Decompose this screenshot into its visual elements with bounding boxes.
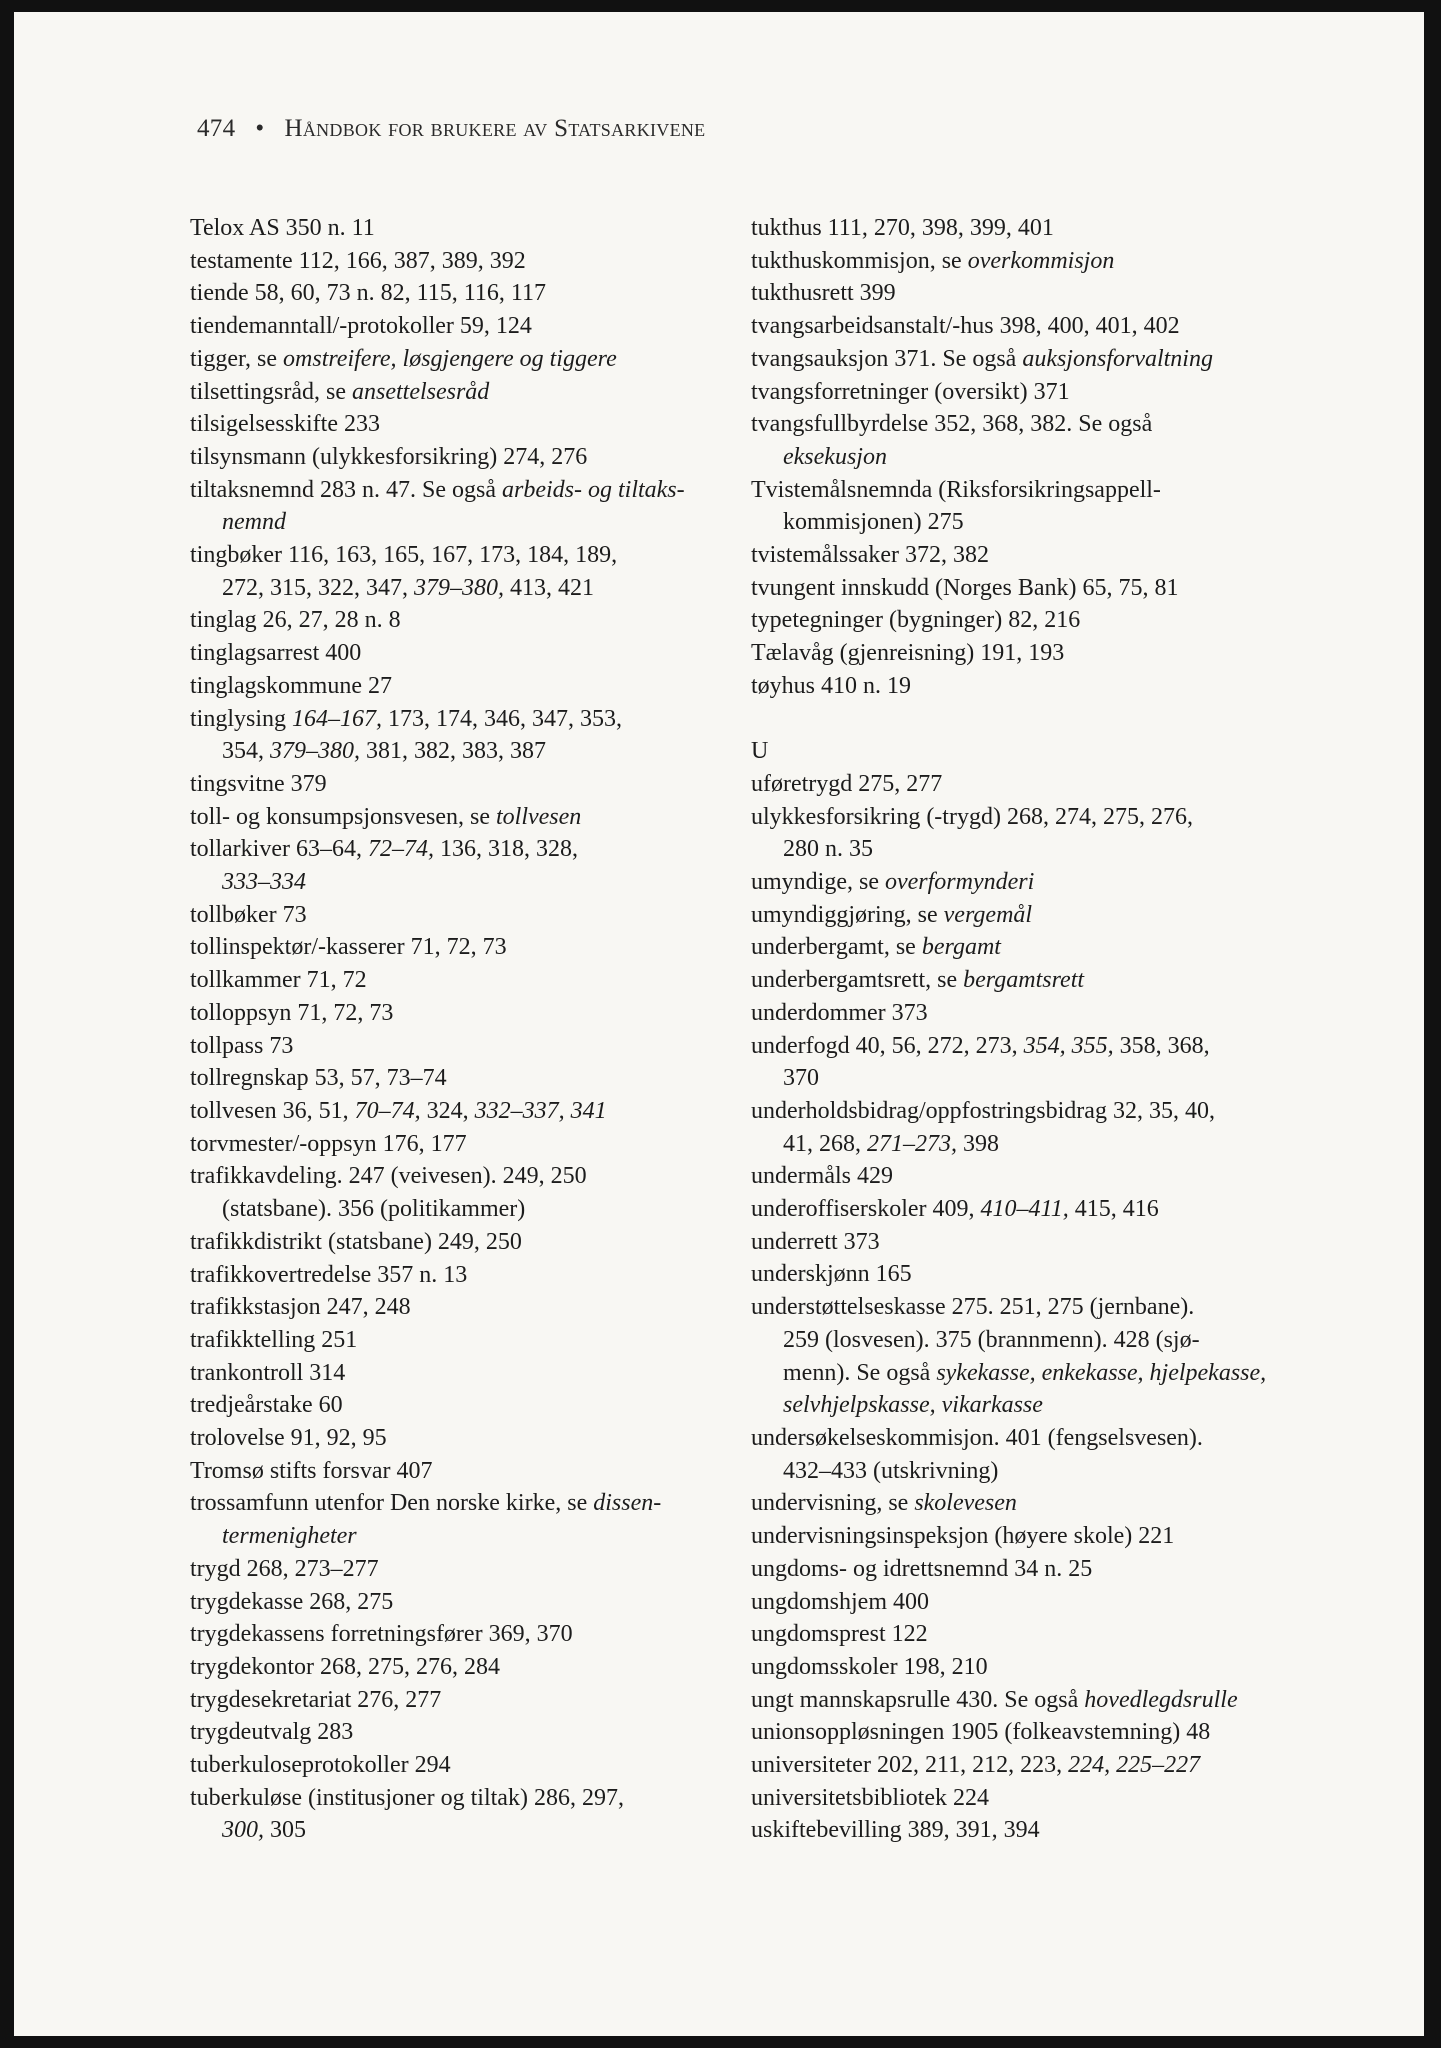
- entry-text: 300,: [222, 1817, 264, 1844]
- index-entry: [190, 1586, 750, 1619]
- entry-text: menn). Se også: [783, 1359, 937, 1386]
- index-entry: [190, 539, 750, 572]
- index-entry: [751, 1160, 1311, 1193]
- entry-text: tinglag 26, 27, 28 n. 8: [190, 607, 401, 634]
- entry-text: Tromsø stifts forsvar 407: [190, 1457, 433, 1484]
- index-column-right: [751, 212, 1311, 1847]
- entry-text: uføretrygd 275, 277: [751, 770, 943, 797]
- entry-text: 413, 421: [504, 574, 594, 601]
- entry-text: tuberkuloseprotokoller 294: [190, 1752, 451, 1779]
- entry-text: trafikktelling 251: [190, 1326, 358, 1353]
- entry-text: underfogd 40, 56, 272, 273,: [751, 1032, 1024, 1059]
- index-entry: [751, 1814, 1311, 1847]
- index-entry: [751, 1618, 1311, 1651]
- entry-text: 280 n. 35: [783, 836, 873, 863]
- index-column-left: [190, 212, 750, 1847]
- index-entry: [222, 866, 750, 899]
- index-entry: [190, 277, 750, 310]
- index-entry: [751, 1258, 1311, 1291]
- entry-text: ungdomshjem 400: [751, 1588, 929, 1615]
- index-entry: [783, 1324, 1311, 1357]
- index-entry: [751, 539, 1311, 572]
- index-entry: [190, 997, 750, 1030]
- entry-text: 358, 368,: [1113, 1032, 1210, 1059]
- entry-text: tollvesen 36, 51,: [190, 1097, 355, 1124]
- index-entry: [751, 1716, 1311, 1749]
- index-entry: [751, 866, 1311, 899]
- entry-text: (statsbane). 356 (politikammer): [222, 1196, 526, 1223]
- entry-text: trafikkdistrikt (statsbane) 249, 250: [190, 1228, 522, 1255]
- entry-text: tinglagskommune 27: [190, 672, 392, 699]
- entry-text: trankontroll 314: [190, 1359, 346, 1386]
- index-entry: [190, 212, 750, 245]
- index-page: [14, 12, 1424, 2036]
- bullet-separator: •: [255, 115, 265, 142]
- entry-text: toll- og konsumpsjonsvesen, se: [190, 803, 496, 830]
- index-entry: [222, 1193, 750, 1226]
- entry-text: tigger, se: [190, 345, 284, 372]
- index-entry: [190, 408, 750, 441]
- entry-text: tollinspektør/-kasserer 71, 72, 73: [190, 934, 507, 961]
- index-entry: [190, 343, 750, 376]
- entry-text: unionsoppløsningen 1905 (folkeavstemning) 48: [751, 1719, 1211, 1746]
- entry-text: undermåls 429: [751, 1163, 893, 1190]
- entry-text: 410–411,: [980, 1196, 1069, 1223]
- entry-text: umyndiggjøring, se: [751, 901, 944, 928]
- index-entry: [751, 408, 1311, 441]
- index-entry: [190, 1651, 750, 1684]
- entry-text: tollarkiver 63–64,: [190, 836, 368, 863]
- book-title: Håndbok for brukere av Statsarkivene: [284, 115, 706, 142]
- index-entry: [190, 1749, 750, 1782]
- index-entry: [751, 964, 1311, 997]
- entry-text: tvangsarbeidsanstalt/-hus 398, 400, 401, 402: [751, 313, 1180, 340]
- index-entry: [190, 768, 750, 801]
- entry-text: selvhjelpskasse, vikarkasse: [783, 1392, 1043, 1419]
- entry-text: tinglysing: [190, 705, 293, 732]
- entry-text: 332–337, 341: [474, 1097, 607, 1124]
- index-entry: [783, 1062, 1311, 1095]
- entry-text: kommisjonen) 275: [783, 509, 964, 536]
- index-entry: [783, 1389, 1311, 1422]
- entry-text: nemnd: [222, 509, 286, 536]
- entry-text: torvmester/-oppsyn 176, 177: [190, 1130, 467, 1157]
- entry-text: 70–74,: [354, 1097, 421, 1124]
- entry-text: eksekusjon: [783, 443, 887, 470]
- index-entry: [751, 604, 1311, 637]
- entry-text: underbergamtsrett, se: [751, 967, 964, 994]
- index-entry: [190, 931, 750, 964]
- entry-text: undervisningsinspeksjon (høyere skole) 221: [751, 1523, 1175, 1550]
- index-entry: [190, 670, 750, 703]
- entry-text: overkommisjon: [967, 247, 1115, 274]
- entry-text: 398: [957, 1130, 999, 1157]
- entry-text: ungt mannskapsrulle 430. Se også: [751, 1686, 1085, 1713]
- entry-text: tollpass 73: [190, 1032, 294, 1059]
- entry-text: underdommer 373: [751, 999, 928, 1026]
- entry-text: sykekasse, enkekasse, hjelpekasse,: [936, 1359, 1267, 1386]
- entry-text: tiltaksnemnd 283 n. 47. Se også: [190, 476, 502, 503]
- entry-text: Tælavåg (gjenreisning) 191, 193: [751, 640, 1065, 667]
- index-letter-heading: [751, 735, 1311, 768]
- index-entry: [751, 1749, 1311, 1782]
- entry-text: ulykkesforsikring (-trygd) 268, 274, 275, 276,: [751, 803, 1193, 830]
- entry-text: uskiftebevilling 389, 391, 394: [751, 1817, 1040, 1844]
- entry-text: ansettelsesråd: [351, 378, 490, 405]
- index-entry: [751, 572, 1311, 605]
- index-entry: [751, 1782, 1311, 1815]
- entry-text: understøttelseskasse 275. 251, 275 (jernbane).: [751, 1294, 1195, 1321]
- entry-text: tingbøker 116, 163, 165, 167, 173, 184, 189,: [190, 542, 618, 569]
- entry-text: tollkammer 71, 72: [190, 967, 367, 994]
- index-entry: [190, 637, 750, 670]
- entry-text: 136, 318, 328,: [433, 836, 578, 863]
- entry-text: tilsettingsråd, se: [190, 378, 352, 405]
- entry-text: omstreifere, løsgjengere og tiggere: [283, 345, 617, 372]
- index-entry: [190, 703, 750, 736]
- index-entry: [751, 1030, 1311, 1063]
- entry-text: 324,: [420, 1097, 475, 1124]
- index-entry: [190, 245, 750, 278]
- entry-text: 432–433 (utskrivning): [783, 1457, 999, 1484]
- index-entry: [751, 1422, 1311, 1455]
- entry-text: Telox AS 350 n. 11: [190, 215, 375, 241]
- entry-text: dissen-: [593, 1490, 662, 1517]
- index-entry: [190, 1487, 750, 1520]
- entry-text: tilsigelsesskifte 233: [190, 411, 380, 438]
- running-header: [197, 115, 705, 143]
- entry-text: trafikkovertredelse 357 n. 13: [190, 1261, 468, 1288]
- entry-text: tukthus 111, 270, 398, 399, 401: [751, 215, 1054, 241]
- index-entry: [751, 310, 1311, 343]
- index-entry: [190, 1618, 750, 1651]
- entry-text: termenigheter: [222, 1523, 357, 1550]
- index-entry: [190, 833, 750, 866]
- index-entry: [190, 1324, 750, 1357]
- entry-text: tollvesen: [496, 803, 582, 830]
- entry-text: tiende 58, 60, 73 n. 82, 115, 116, 117: [190, 280, 546, 307]
- entry-text: U: [751, 738, 769, 765]
- index-entry: [190, 1422, 750, 1455]
- entry-text: 305: [264, 1817, 306, 1844]
- entry-text: 164–167,: [292, 705, 383, 732]
- entry-text: tingsvitne 379: [190, 770, 327, 797]
- entry-text: universitetsbibliotek 224: [751, 1784, 989, 1811]
- entry-text: tukthuskommisjon, se: [751, 247, 968, 274]
- index-entry: [190, 604, 750, 637]
- entry-text: tuberkuløse (institusjoner og tiltak) 286, 297,: [190, 1784, 624, 1811]
- index-entry: [751, 1193, 1311, 1226]
- entry-text: Tvistemålsnemnda (Riksforsikringsappell-: [751, 476, 1161, 503]
- index-entry: [190, 376, 750, 409]
- entry-text: trafikkavdeling. 247 (veivesen). 249, 250: [190, 1163, 587, 1190]
- index-entry: [751, 212, 1311, 245]
- entry-text: tollbøker 73: [190, 901, 307, 928]
- entry-text: testamente 112, 166, 387, 389, 392: [190, 247, 526, 274]
- index-entry: [190, 474, 750, 507]
- index-entry: [190, 1128, 750, 1161]
- entry-text: tøyhus 410 n. 19: [751, 672, 912, 699]
- entry-text: ungdoms- og idrettsnemnd 34 n. 25: [751, 1555, 1093, 1582]
- index-entry: [783, 506, 1311, 539]
- index-entry: [751, 1684, 1311, 1717]
- entry-text: universiteter 202, 211, 212, 223,: [751, 1752, 1069, 1779]
- entry-text: trygdekassens forretningsfører 369, 370: [190, 1621, 573, 1648]
- entry-text: overformynderi: [884, 869, 1035, 896]
- entry-text: 224, 225–227: [1068, 1752, 1201, 1779]
- entry-text: tredjeårstake 60: [190, 1392, 343, 1419]
- index-entry: [751, 997, 1311, 1030]
- entry-text: trolovelse 91, 92, 95: [190, 1425, 387, 1452]
- index-entry: [190, 1782, 750, 1815]
- index-entry: [751, 637, 1311, 670]
- entry-text: trygdekontor 268, 275, 276, 284: [190, 1653, 500, 1680]
- index-entry: [190, 1259, 750, 1292]
- index-entry: [190, 964, 750, 997]
- entry-text: tinglagsarrest 400: [190, 640, 362, 667]
- index-entry: [222, 506, 750, 539]
- index-entry: [190, 1389, 750, 1422]
- entry-text: 379–380,: [270, 738, 360, 765]
- index-entry: [190, 1030, 750, 1063]
- entry-text: tvangsauksjon 371. Se også: [751, 345, 1023, 372]
- entry-text: bergamt: [921, 934, 1001, 961]
- entry-text: underholdsbidrag/oppfostringsbidrag 32, 35, 40,: [751, 1097, 1215, 1124]
- index-entry: [783, 1357, 1311, 1390]
- entry-text: tilsynsmann (ulykkesforsikring) 274, 276: [190, 443, 588, 470]
- entry-text: 72–74,: [367, 836, 434, 863]
- entry-text: 379–380,: [414, 574, 504, 601]
- index-entry: [190, 1291, 750, 1324]
- entry-text: 354,: [222, 738, 270, 765]
- entry-text: arbeids- og tiltaks-: [501, 476, 685, 503]
- index-entry: [783, 833, 1311, 866]
- entry-text: 333–334: [222, 869, 306, 896]
- entry-text: trafikkstasjon 247, 248: [190, 1294, 411, 1321]
- entry-text: 354, 355,: [1023, 1032, 1114, 1059]
- entry-text: underbergamt, se: [751, 934, 922, 961]
- index-entry: [751, 768, 1311, 801]
- entry-text: bergamtsrett: [963, 967, 1085, 994]
- entry-text: 173, 174, 346, 347, 353,: [382, 705, 623, 732]
- index-entry: [751, 245, 1311, 278]
- entry-text: 41, 268,: [783, 1130, 867, 1157]
- entry-text: vergemål: [943, 901, 1033, 928]
- entry-text: typetegninger (bygninger) 82, 216: [751, 607, 1081, 634]
- index-entry: [190, 1553, 750, 1586]
- index-entry: [751, 1651, 1311, 1684]
- index-entry: [190, 1455, 750, 1488]
- index-entry: [190, 1160, 750, 1193]
- entry-text: 415, 416: [1068, 1196, 1159, 1223]
- index-entry: [190, 1357, 750, 1390]
- entry-text: 271–273,: [867, 1130, 957, 1157]
- index-entry: [190, 899, 750, 932]
- index-entry: [190, 1716, 750, 1749]
- entry-text: auksjonsforvaltning: [1022, 345, 1213, 372]
- entry-text: trygdekasse 268, 275: [190, 1588, 394, 1615]
- index-entry: [783, 1455, 1311, 1488]
- entry-text: underskjønn 165: [751, 1261, 912, 1288]
- entry-text: ungdomsprest 122: [751, 1621, 928, 1648]
- index-entry: [751, 277, 1311, 310]
- index-entry: [751, 1487, 1311, 1520]
- entry-text: undervisning, se: [751, 1490, 915, 1517]
- index-entry: [222, 572, 750, 605]
- index-entry: [190, 310, 750, 343]
- entry-text: underoffiserskoler 409,: [751, 1196, 981, 1223]
- index-entry: [751, 899, 1311, 932]
- index-entry: [751, 1095, 1311, 1128]
- entry-text: tukthusrett 399: [751, 280, 896, 307]
- entry-text: trygdeutvalg 283: [190, 1719, 354, 1746]
- entry-text: 381, 382, 383, 387: [360, 738, 546, 765]
- entry-text: 272, 315, 322, 347,: [222, 574, 414, 601]
- index-entry: [783, 1128, 1311, 1161]
- index-entry: [751, 1586, 1311, 1619]
- index-entry: [190, 801, 750, 834]
- entry-text: tvistemålssaker 372, 382: [751, 542, 989, 569]
- index-entry: [751, 1226, 1311, 1259]
- entry-text: umyndige, se: [751, 869, 885, 896]
- entry-text: undersøkelseskommisjon. 401 (fengselsvesen).: [751, 1425, 1203, 1451]
- index-entry: [222, 735, 750, 768]
- index-entry: [751, 343, 1311, 376]
- entry-text: tiendemanntall/-protokoller 59, 124: [190, 313, 532, 340]
- index-entry: [783, 441, 1311, 474]
- index-entry: [751, 931, 1311, 964]
- index-entry: [751, 1291, 1311, 1324]
- index-entry: [751, 801, 1311, 834]
- entry-text: 370: [783, 1065, 819, 1092]
- index-entry: [190, 1684, 750, 1717]
- index-entry: [751, 474, 1311, 507]
- index-entry: [190, 1095, 750, 1128]
- entry-text: tvungent innskudd (Norges Bank) 65, 75, 81: [751, 574, 1179, 601]
- index-entry: [751, 1553, 1311, 1586]
- entry-text: hovedlegdsrulle: [1084, 1686, 1238, 1713]
- index-entry: [222, 1520, 750, 1553]
- index-entry: [751, 376, 1311, 409]
- entry-text: skolevesen: [914, 1490, 1017, 1517]
- index-entry: [222, 1814, 750, 1847]
- entry-text: trygd 268, 273–277: [190, 1555, 379, 1582]
- index-entry: [190, 1226, 750, 1259]
- entry-text: trygdesekretariat 276, 277: [190, 1686, 442, 1713]
- entry-text: tvangsforretninger (oversikt) 371: [751, 378, 1070, 405]
- entry-text: trossamfunn utenfor Den norske kirke, se: [190, 1490, 594, 1517]
- page-number: 474: [197, 115, 236, 142]
- index-entry: [190, 1062, 750, 1095]
- entry-text: tollregnskap 53, 57, 73–74: [190, 1065, 447, 1092]
- index-entry: [751, 1520, 1311, 1553]
- entry-text: underrett 373: [751, 1228, 880, 1255]
- entry-text: ungdomsskoler 198, 210: [751, 1653, 988, 1680]
- index-entry: [190, 441, 750, 474]
- index-entry: [751, 670, 1311, 703]
- entry-text: tvangsfullbyrdelse 352, 368, 382. Se også: [751, 411, 1153, 438]
- entry-text: tolloppsyn 71, 72, 73: [190, 999, 394, 1026]
- entry-text: 259 (losvesen). 375 (brannmenn). 428 (sjø-: [783, 1326, 1200, 1353]
